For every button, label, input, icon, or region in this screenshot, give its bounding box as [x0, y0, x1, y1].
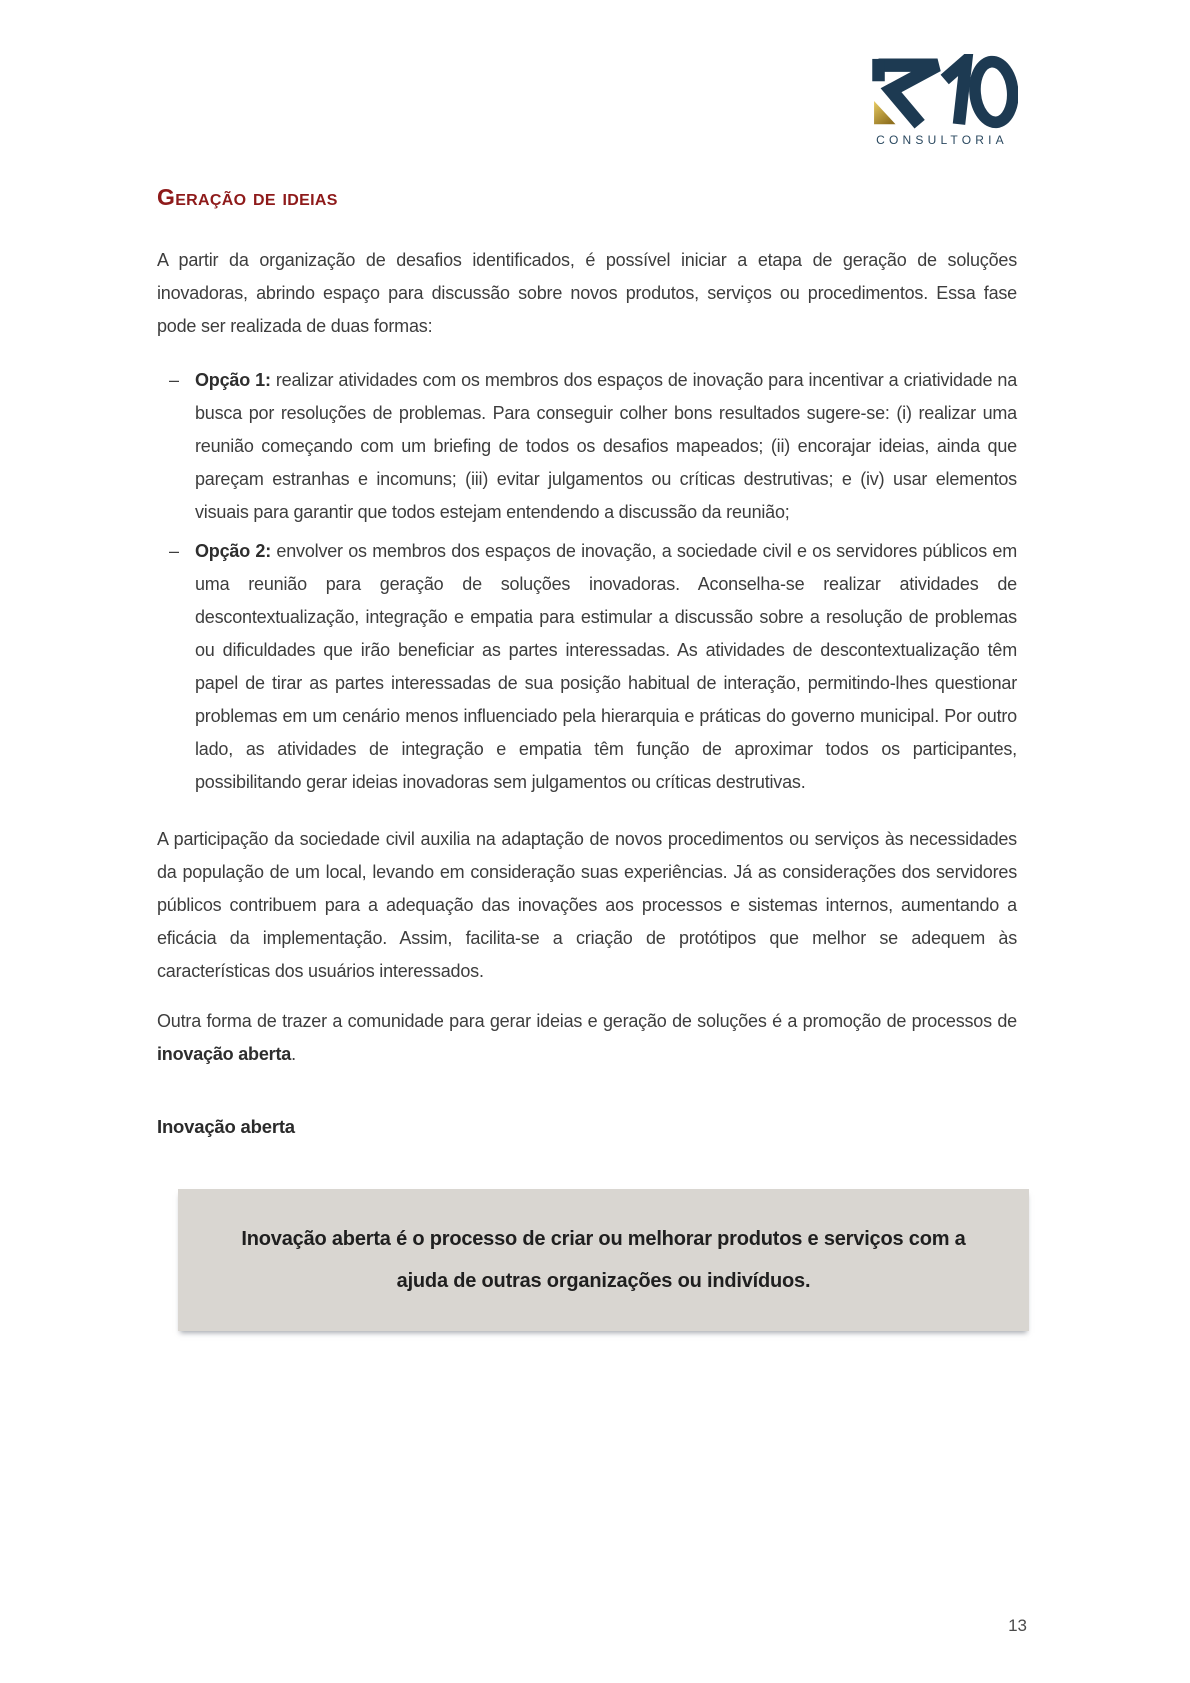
- options-list: [157, 364, 1017, 799]
- list-item-option-1: [169, 364, 1017, 529]
- intro-paragraph: A partir da organização de desafios identificados, é possível iniciar a etapa de geração de soluções inovadoras, abrindo espaço para discussão sobre novos produtos, serviços ou procedimentos. Essa fase pode ser realizada de duas formas:: [157, 250, 1017, 336]
- callout-caption: Inovação aberta: [157, 1116, 295, 1137]
- definition-box: [178, 1189, 1029, 1331]
- p3-text-before: Outra forma de trazer a comunidade para gerar ideias e geração de soluções é a promoção de processos de: [157, 1011, 1017, 1031]
- p3-bold-term: inovação aberta: [157, 1044, 292, 1064]
- dash-bullet-icon: –: [169, 541, 179, 561]
- p3-text-after: .: [291, 1044, 296, 1064]
- option-1-label: Opção 1:: [195, 370, 271, 390]
- participation-paragraph: A participação da sociedade civil auxilia na adaptação de novos procedimentos ou serviços às necessidades da população de um local, levando em consideração suas experiências. Já as considerações dos servidores públicos contribuem para a adequação das inovações aos processos e sistemas internos, aumentando a eficácia da implementação. Assim, facilita-se a criação de protótipos que melhor se adequem às características dos usuários interessados.: [157, 829, 1017, 981]
- open-innovation-paragraph: [157, 1005, 1017, 1071]
- option-2-text: envolver os membros dos espaços de inovação, a sociedade civil e os servidores públicos em uma reunião para geração de soluções inovadoras. Aconselha-se realizar atividades de descontextualização, integração e empatia para estimular a discussão sobre a resolução de problemas ou dificuldades que irão beneficiar as partes interessadas. As atividades de descontextualização têm papel de tirar as partes interessadas de sua posição habitual de interação, permitindo-lhes questionar problemas em um cenário menos influenciado pela hierarquia e práticas do governo municipal. Por outro lado, as atividades de integração e empatia têm função de aproximar todos os participantes, possibilitando gerar ideias inovadoras sem julgamentos ou críticas destrutivas.: [195, 541, 1017, 792]
- document-body: [157, 0, 1017, 1331]
- logo-subtitle: CONSULTORIA: [876, 133, 1008, 147]
- section-title: Geração de ideias: [157, 184, 338, 210]
- option-2-label: Opção 2:: [195, 541, 272, 561]
- option-1-text: realizar atividades com os membros dos espaços de inovação para incentivar a criatividade na busca por resoluções de problemas. Para conseguir colher bons resultados sugere-se: (i) realizar uma reunião começando com um briefing de todos os desafios mapeados; (ii) encorajar ideias, ainda que pareçam estranhas e incomuns; (iii) evitar julgamentos ou críticas destrutivas; e (iv) usar elementos visuais para garantir que todos estejam entendendo a discussão da reunião;: [195, 370, 1017, 522]
- definition-line-1: Inovação aberta é o processo de criar ou melhorar produtos e serviços com a: [241, 1228, 966, 1250]
- list-item-option-2: [169, 535, 1017, 799]
- dash-bullet-icon: –: [169, 370, 179, 390]
- definition-line-2: ajuda de outras organizações ou indivíduos.: [396, 1270, 811, 1292]
- page-number: 13: [1008, 1616, 1027, 1635]
